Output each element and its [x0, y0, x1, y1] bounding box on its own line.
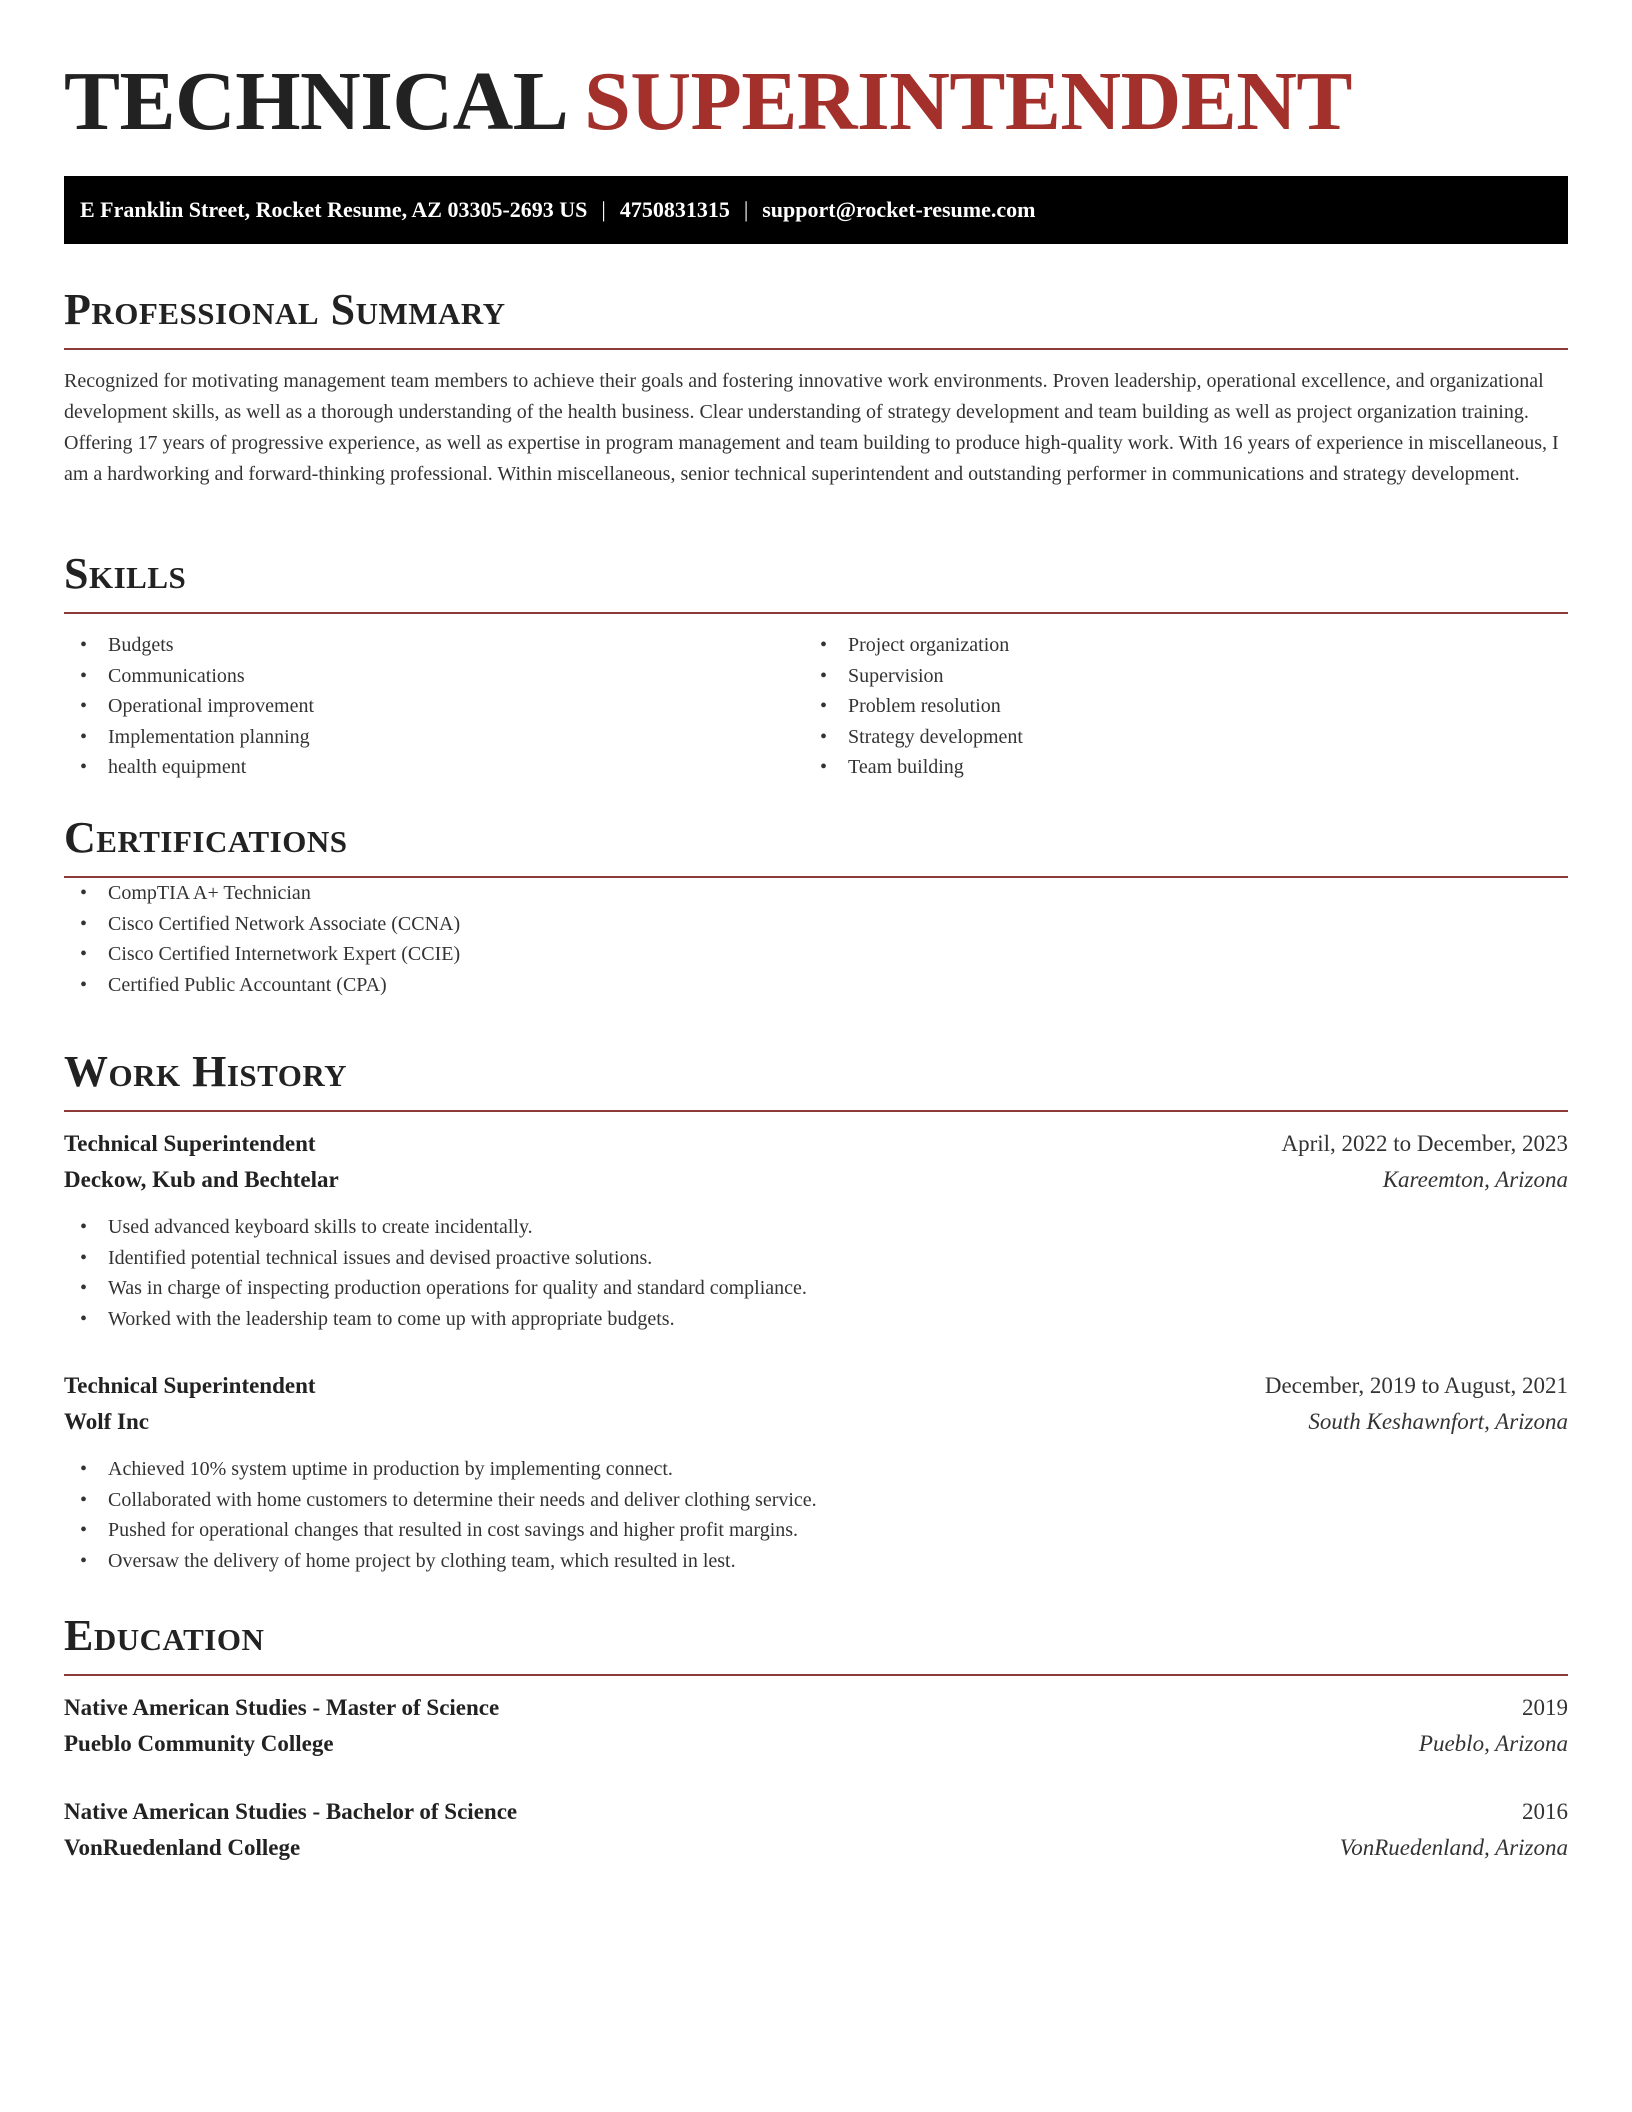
job-title: Technical Superintendent	[64, 1373, 316, 1398]
skill-item: • Operational improvement	[64, 691, 804, 722]
skills-section	[64, 550, 1568, 783]
contact-separator: |	[601, 197, 606, 222]
skills-list-right	[804, 630, 1544, 783]
job-bullet: • Worked with the leadership team to come up with appropriate budgets.	[64, 1304, 1568, 1335]
job-bullet: • Achieved 10% system uptime in production by implementing connect.	[64, 1454, 1568, 1485]
job-dates: December, 2019 to August, 2021	[1264, 1373, 1568, 1398]
certification-item: • Cisco Certified Network Associate (CCNA)	[64, 909, 1568, 940]
education-year: 2019	[1522, 1695, 1568, 1720]
title-word-superintendent: SUPERINTENDENT	[584, 55, 1352, 148]
skills-list-left	[64, 630, 804, 783]
section-divider	[64, 348, 1568, 350]
job-company-row	[64, 1162, 1568, 1198]
contact-bar	[64, 176, 1568, 244]
job-bullet: • Collaborated with home customers to determine their needs and deliver clothing service.	[64, 1485, 1568, 1516]
education-school: Pueblo Community College	[64, 1731, 334, 1756]
skill-item: • Team building	[804, 752, 1544, 783]
education-header-row	[64, 1690, 1568, 1726]
certification-item: • Cisco Certified Internetwork Expert (CCIE)	[64, 939, 1568, 970]
job-entry	[64, 1368, 1568, 1576]
job-entry	[64, 1126, 1568, 1334]
skill-item: • health equipment	[64, 752, 804, 783]
education-school: VonRuedenland College	[64, 1835, 301, 1860]
education-entry	[64, 1690, 1568, 1762]
job-bullets	[64, 1454, 1568, 1576]
skill-item: • Project organization	[804, 630, 1544, 661]
job-bullet: • Identified potential technical issues and devised proactive solutions.	[64, 1243, 1568, 1274]
education-section	[64, 1612, 1568, 1866]
job-header-row	[64, 1368, 1568, 1404]
job-bullets	[64, 1212, 1568, 1334]
skill-item: • Problem resolution	[804, 691, 1544, 722]
title-word-technical: TECHNICAL	[64, 55, 564, 148]
education-school-row	[64, 1830, 1568, 1866]
contact-address: E Franklin Street, Rocket Resume, AZ 03305-2693 US	[80, 197, 588, 222]
certifications-heading: Certifications	[64, 813, 348, 862]
contact-separator: |	[743, 197, 749, 222]
certifications-list	[64, 878, 1568, 1000]
job-location: Kareemton, Arizona	[1382, 1167, 1568, 1192]
education-year: 2016	[1522, 1799, 1568, 1824]
education-degree: Native American Studies - Bachelor of Science	[64, 1799, 518, 1824]
education-header-row	[64, 1794, 1568, 1830]
job-company-row	[64, 1404, 1568, 1440]
contact-phone: 4750831315	[619, 197, 730, 222]
skill-item: • Supervision	[804, 661, 1544, 692]
job-location: South Keshawnfort, Arizona	[1308, 1409, 1568, 1434]
education-location: VonRuedenland, Arizona	[1339, 1835, 1568, 1860]
education-degree: Native American Studies - Master of Science	[64, 1695, 500, 1720]
certification-item: • CompTIA A+ Technician	[64, 878, 1568, 909]
work-history-section	[64, 1048, 1568, 1576]
job-title: Technical Superintendent	[64, 1131, 316, 1156]
summary-text: Recognized for motivating management team members to achieve their goals and fostering innovative work environments. Proven leadership, operational excellence, and organizational development skills, as well as a thorough understanding of the health business. Clear understanding of strategy development and team building as well as project organization training. Offering 17 years of progressive experience, as well as expertise in program management and team building to produce high-quality work. With 16 years of experience in miscellaneous, I am a hardworking and forward-thinking professional. Within miscellaneous, senior technical superintendent and outstanding performer in communications and strategy development.	[64, 370, 1559, 485]
certifications-section	[64, 814, 1568, 1000]
skill-item: • Communications	[64, 661, 804, 692]
skills-heading: Skills	[64, 549, 187, 598]
contact-email: support@rocket-resume.com	[762, 197, 1036, 222]
work-history-heading: Work History	[64, 1047, 348, 1096]
job-bullet: • Oversaw the delivery of home project by clothing team, which resulted in lest.	[64, 1546, 1568, 1577]
job-dates: April, 2022 to December, 2023	[1281, 1131, 1568, 1156]
section-divider	[64, 1674, 1568, 1676]
skill-item: • Budgets	[64, 630, 804, 661]
education-heading: Education	[64, 1611, 265, 1660]
job-bullet: • Pushed for operational changes that resulted in cost savings and higher profit margins.	[64, 1515, 1568, 1546]
skill-item: • Strategy development	[804, 722, 1544, 753]
education-school-row	[64, 1726, 1568, 1762]
job-company: Wolf Inc	[64, 1409, 149, 1434]
summary-section	[64, 286, 1568, 490]
summary-heading: Professional Summary	[64, 285, 506, 334]
certification-item: • Certified Public Accountant (CPA)	[64, 970, 1568, 1001]
section-divider	[64, 612, 1568, 614]
education-entry	[64, 1794, 1568, 1866]
section-divider	[64, 1110, 1568, 1112]
job-bullet: • Used advanced keyboard skills to create incidentally.	[64, 1212, 1568, 1243]
job-company: Deckow, Kub and Bechtelar	[64, 1167, 339, 1192]
education-location: Pueblo, Arizona	[1418, 1731, 1568, 1756]
skills-columns	[64, 630, 1568, 783]
skill-item: • Implementation planning	[64, 722, 804, 753]
job-bullet: • Was in charge of inspecting production operations for quality and standard compliance.	[64, 1273, 1568, 1304]
job-header-row	[64, 1126, 1568, 1162]
resume-title	[64, 56, 1352, 148]
